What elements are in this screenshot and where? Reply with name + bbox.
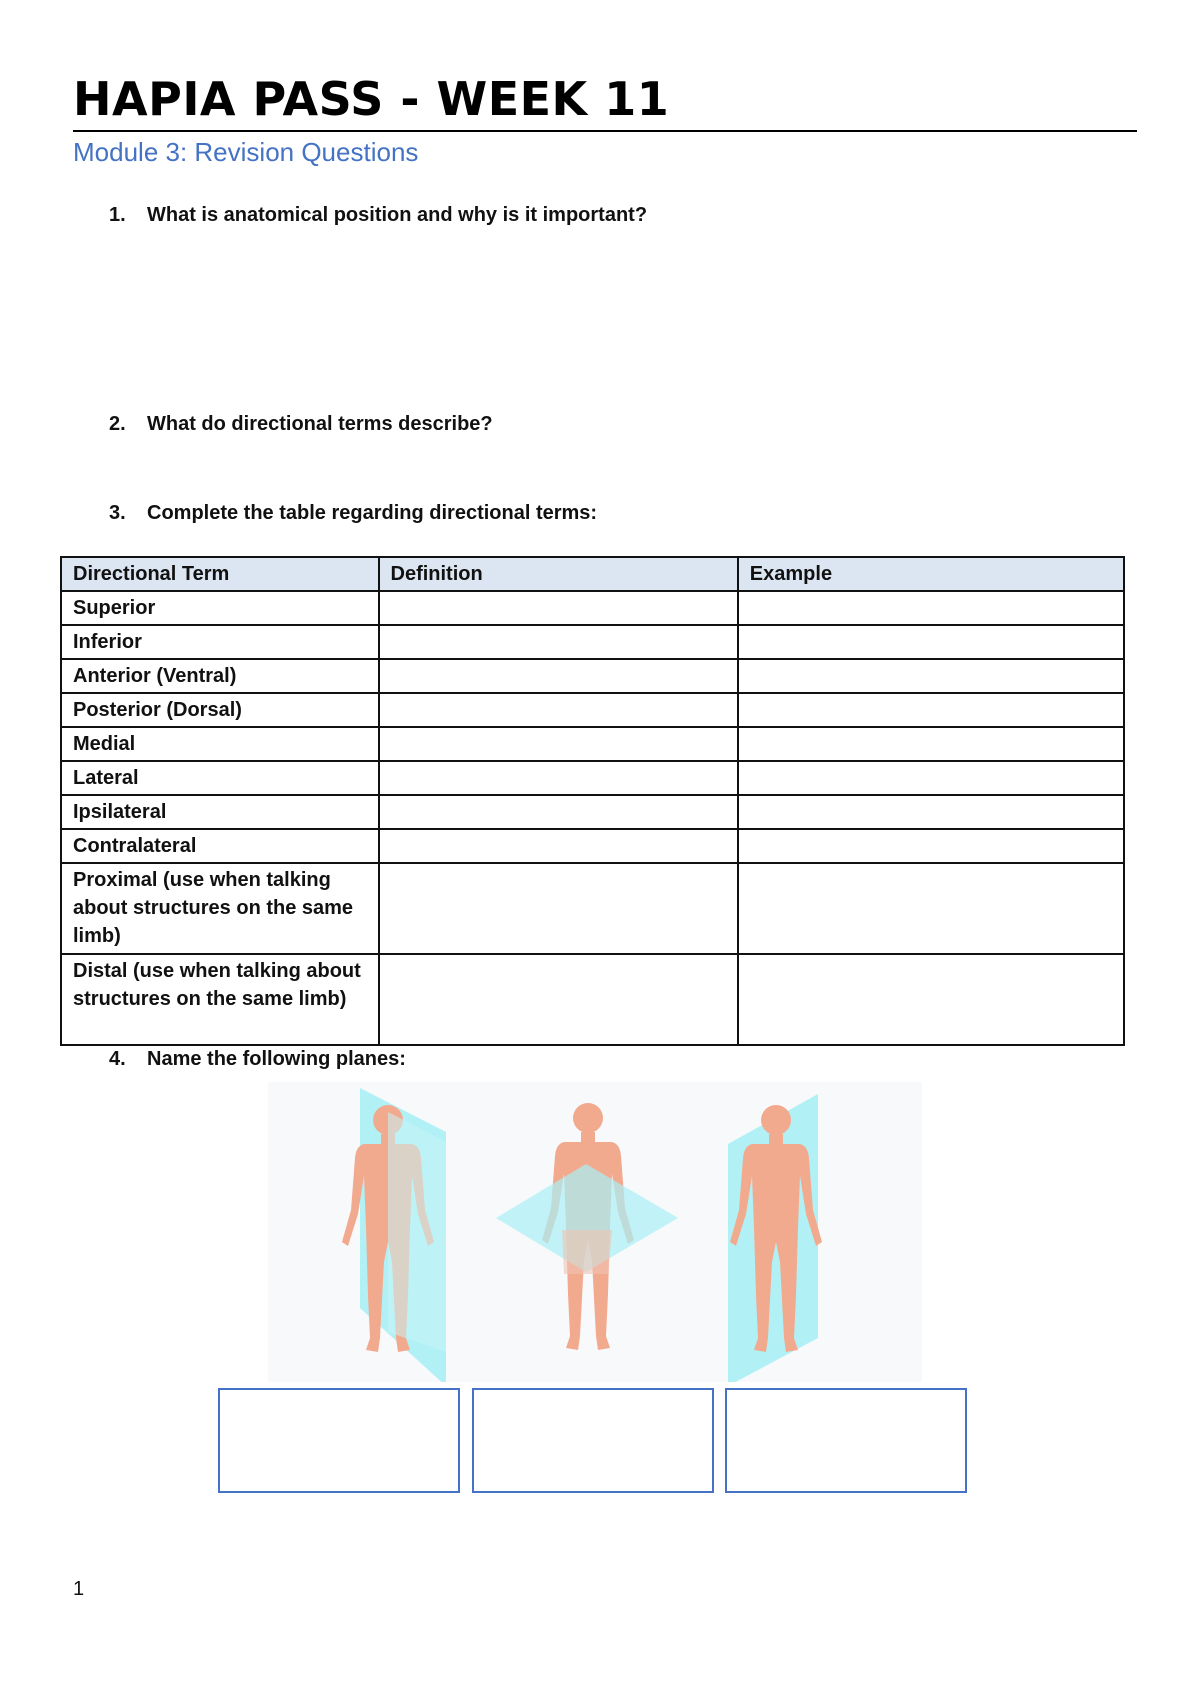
table-row: [61, 625, 1124, 659]
definition-cell[interactable]: [379, 795, 738, 829]
page-number: 1: [73, 1578, 85, 1600]
example-cell[interactable]: [738, 659, 1124, 693]
title-divider: [73, 130, 1137, 132]
definition-cell[interactable]: [379, 954, 738, 1045]
example-cell[interactable]: [738, 829, 1124, 863]
question-text: What is anatomical position and why is it important?: [147, 204, 648, 226]
page-subtitle: Module 3: Revision Questions: [73, 137, 419, 167]
example-cell[interactable]: [738, 954, 1124, 1045]
question-number: 3.: [109, 502, 126, 524]
table-row: [61, 761, 1124, 795]
question-text: Complete the table regarding directional terms:: [147, 502, 598, 524]
header-example: Example: [738, 557, 1124, 591]
definition-cell[interactable]: [379, 761, 738, 795]
page-title: HAPIA PASS - WEEK 11: [73, 72, 670, 126]
table-row: [61, 795, 1124, 829]
question-number: 2.: [109, 413, 126, 435]
plane-answer-box-3[interactable]: [725, 1388, 967, 1493]
example-cell[interactable]: [738, 863, 1124, 954]
question-text: Name the following planes:: [147, 1048, 406, 1070]
question-4: [109, 1048, 406, 1071]
term-cell: Anterior (Ventral): [61, 659, 379, 693]
question-3: [109, 502, 597, 525]
definition-cell[interactable]: [379, 829, 738, 863]
term-cell: Contralateral: [61, 829, 379, 863]
term-cell: Inferior: [61, 625, 379, 659]
question-2: [109, 413, 493, 436]
term-cell: Medial: [61, 727, 379, 761]
table-row: [61, 591, 1124, 625]
definition-cell[interactable]: [379, 591, 738, 625]
plane-answer-box-1[interactable]: [218, 1388, 460, 1493]
figure-coronal-plane: [728, 1094, 822, 1382]
header-directional-term: Directional Term: [61, 557, 379, 591]
example-cell[interactable]: [738, 591, 1124, 625]
term-cell: Lateral: [61, 761, 379, 795]
question-1: [109, 204, 647, 227]
example-cell[interactable]: [738, 727, 1124, 761]
table-row: [61, 659, 1124, 693]
question-number: 4.: [109, 1048, 126, 1070]
example-cell[interactable]: [738, 625, 1124, 659]
example-cell[interactable]: [738, 761, 1124, 795]
table-row: [61, 863, 1124, 954]
table-row: [61, 727, 1124, 761]
example-cell[interactable]: [738, 693, 1124, 727]
body-planes-svg: [268, 1082, 922, 1382]
question-text: What do directional terms describe?: [147, 413, 493, 435]
question-number: 1.: [109, 204, 126, 226]
plane-answer-box-2[interactable]: [472, 1388, 714, 1493]
definition-cell[interactable]: [379, 625, 738, 659]
figure-sagittal-plane: [342, 1088, 446, 1382]
term-cell: Posterior (Dorsal): [61, 693, 379, 727]
definition-cell[interactable]: [379, 659, 738, 693]
header-definition: Definition: [379, 557, 738, 591]
table-row: [61, 954, 1124, 1045]
definition-cell[interactable]: [379, 693, 738, 727]
directional-terms-table: [60, 556, 1125, 1046]
example-cell[interactable]: [738, 795, 1124, 829]
definition-cell[interactable]: [379, 727, 738, 761]
table-row: [61, 693, 1124, 727]
body-planes-illustration-icon: [268, 1082, 922, 1382]
term-cell: Distal (use when talking about structures on the same limb): [61, 954, 379, 1045]
definition-cell[interactable]: [379, 863, 738, 954]
table-header-row: [61, 557, 1124, 591]
figure-transverse-plane: [496, 1103, 678, 1350]
table-row: [61, 829, 1124, 863]
term-cell: Ipsilateral: [61, 795, 379, 829]
term-cell: Superior: [61, 591, 379, 625]
term-cell: Proximal (use when talking about structures on the same limb): [61, 863, 379, 954]
